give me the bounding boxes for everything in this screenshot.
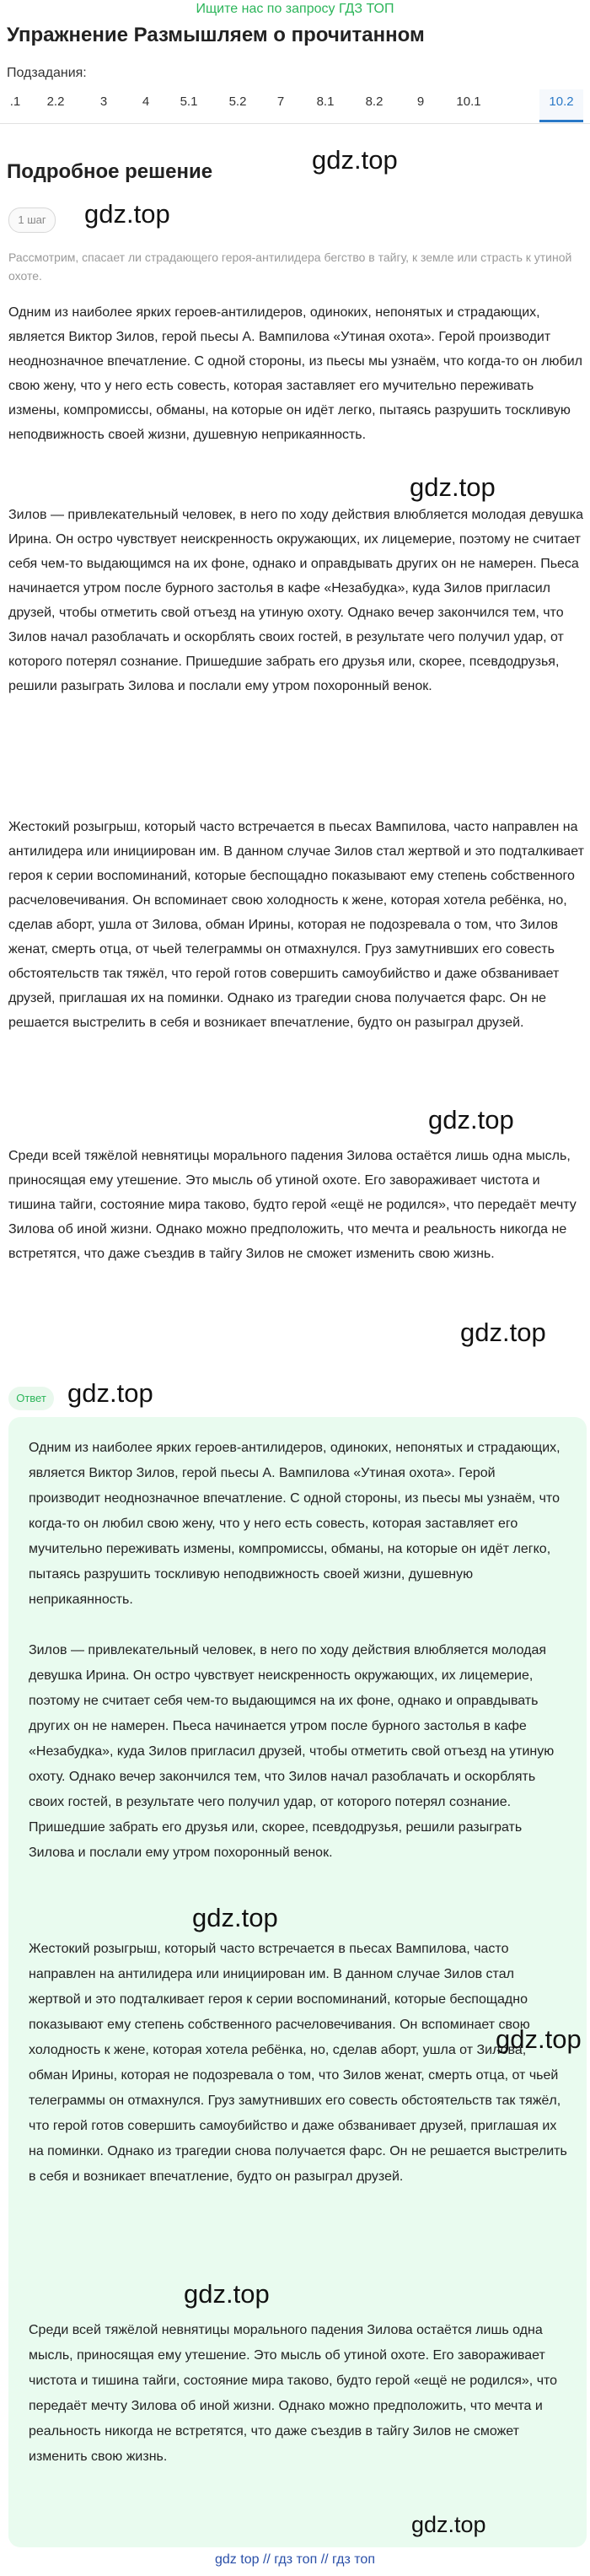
watermark: gdz.top <box>411 2512 486 2537</box>
tab-subtask-5-2[interactable]: 5.2 <box>228 94 247 109</box>
search-hint-link[interactable]: Ищите нас по запросу ГДЗ ТОП <box>196 2 394 16</box>
answer-paragraph: Одним из наиболее ярких героев-антилидеров, одиноких, непонятых и страдающих, является Виктор Зилов, герой пьесы А. Вампилова «Утиная охота». Герой производит неоднозначное впечатление. С одной стороны, из пьесы мы узнаём, что когда-то он любил свою жену, что у него есть совесть, которая заставляет его мучительно переживать измены, компромиссы, обманы, на которые он идёт легко, пытаясь разрушить тоскливую неподвижность своей жизни, душевную неприкаянность. <box>29 1441 560 1607</box>
tab-subtask-5-1[interactable]: 5.1 <box>180 94 198 109</box>
footer-link[interactable]: gdz top <box>215 2552 260 2567</box>
subtasks-label: Подзадания: <box>7 66 87 80</box>
answer-paragraph: Зилов — привлекательный человек, в него по ходу действия влюбляется молодая девушка Ирина. Он остро чувствует неискренность окружающих, их лицемерие, поэтому не считает себя чем-то выдающимся на их фоне, однако и оправдывать других он не намерен. Пьеса начинается утром после бурного застолья в кафе «Незабудка», куда Зилов пригласил друзей, чтобы отметить свой отъезд на утиную охоту. Однако вечер закончился тем, что Зилов начал разоблачать и оскорблять своих гостей, в результате чего получил удар, от которого потерял сознание. Пришедшие забрать его друзья или, скорее, псевдодрузья, решили разыграть Зилова и послали ему утром похоронный венок. <box>29 1643 555 1860</box>
watermark: gdz.top <box>496 2024 582 2054</box>
answer-badge: Ответ <box>8 1387 54 1410</box>
watermark: gdz.top <box>312 145 398 175</box>
tab-subtask-4[interactable]: 4 <box>142 94 150 109</box>
subtask-tabs <box>0 89 590 124</box>
page-title: Упражнение Размышляем о прочитанном <box>7 24 425 46</box>
step-badge: 1 шаг <box>8 207 56 233</box>
tab-subtask-1[interactable]: .1 <box>9 94 21 109</box>
answer-paragraph: Среди всей тяжёлой невнятицы морального падения Зилова остаётся лишь одна мысль, приносящая ему утешение. Это мысль об утиной охоте. Его завораживает чистота и тишина тайги, состояние мира таково, будто герой «ещё не родился», что передаёт мечту Зилова об иной жизни. Однако можно предположить, что мечта и реальность никогда не встретятся, что даже съездив в тайгу Зилов не сможет изменить свою жизнь. <box>29 2323 558 2464</box>
task-text: Рассмотрим, спасает ли страдающего героя-антилидера бегство в тайгу, к земле или страсть к утиной охоте. <box>8 251 572 283</box>
solution-paragraph: Зилов — привлекательный человек, в него по ходу действия влюбляется молодая девушка Ирина. Он остро чувствует неискренность окружающих, их лицемерие, поэтому не считает себя чем-то выдающимся на их фоне, однако и оправдывать других он не намерен. Пьеса начинается утром после бурного застолья в кафе «Незабудка», куда Зилов пригласил друзей, чтобы отметить свой отъезд на утиную охоту. Однако вечер закончился тем, что Зилов начал разоблачать и оскорблять своих гостей, в результате чего получил удар, от которого потерял сознание. Пришедшие забрать его друзья или, скорее, псевдодрузья, решили разыграть Зилова и послали ему утром похоронный венок. <box>8 508 583 693</box>
watermark: gdz.top <box>192 1903 278 1932</box>
tab-subtask-2-2[interactable]: 2.2 <box>46 94 65 109</box>
tab-subtask-3[interactable]: 3 <box>99 94 108 109</box>
tab-subtask-7[interactable]: 7 <box>276 94 285 109</box>
watermark: gdz.top <box>410 472 496 502</box>
watermark: gdz.top <box>460 1318 546 1347</box>
watermark: gdz.top <box>67 1378 153 1408</box>
watermark: gdz.top <box>428 1105 514 1134</box>
tab-subtask-9[interactable]: 9 <box>416 94 425 109</box>
footer-separator: // <box>320 2552 329 2567</box>
tab-subtask-8-2[interactable]: 8.2 <box>365 94 384 109</box>
solution-paragraph: Одним из наиболее ярких героев-антилидеров, одиноких, непонятых и страдающих, является Виктор Зилов, герой пьесы А. Вампилова «Утиная охота». Герой производит неоднозначное впечатление. С одной стороны, из пьесы мы узнаём, что когда-то он любил свою жену, что у него есть совесть, которая заставляет его мучительно переживать измены, компромиссы, обманы, на которые он идёт легко, пытаясь разрушить тоскливую неподвижность своей жизни, душевную неприкаянность. <box>8 305 582 442</box>
answer-paragraph: Жестокий розыгрыш, который часто встречается в пьесах Вампилова, часто направлен на антилидера или инициирован им. В данном случае Зилов стал жертвой и это подталкивает героя к серии воспоминаний, которые беспощадно показывают ему степень собственного расчеловечивания. Он вспоминает свою холодность к жене, которая хотела ребёнка, но, сделав аборт, ушла от Зилова, обман Ирины, которая не подозревала о том, что Зилов женат, смерть отца, от чьей телеграммы он отмахнулся. Груз замутнивших его совесть обстоятельств так тяжёл, что герой готов совершить самоубийство и даже обзванивает друзей, приглашая их на поминки. Однако из трагедии снова получается фарс. Он не решается выстрелить в себя и возникает впечатление, будто он разыграл друзей. <box>29 1942 567 2184</box>
footer-link[interactable]: гдз топ <box>274 2552 318 2567</box>
solution-paragraph: Среди всей тяжёлой невнятицы морального падения Зилова остаётся лишь одна мысль, приносящая ему утешение. Это мысль об утиной охоте. Его завораживает чистота и тишина тайги, состояние мира таково, будто герой «ещё не родился», что передаёт мечту Зилова об иной жизни. Однако можно предположить, что мечта и реальность никогда не встретятся, что даже съездив в тайгу Зилов не сможет изменить свою жизнь. <box>8 1149 577 1261</box>
solution-paragraph: Жестокий розыгрыш, который часто встречается в пьесах Вампилова, часто направлен на антилидера или инициирован им. В данном случае Зилов стал жертвой и это подталкивает героя к серии воспоминаний, которые беспощадно показывают ему степень собственного расчеловечивания. Он вспоминает свою холодность к жене, которая хотела ребёнка, но, сделав аборт, ушла от Зилова, обман Ирины, которая не подозревала о том, что Зилов женат, смерть отца, от чьей телеграммы он отмахнулся. Груз замутнивших его совесть обстоятельств так тяжёл, что герой готов совершить самоубийство и даже обзванивает друзей, приглашая их на поминки. Однако из трагедии снова получается фарс. Он не решается выстрелить в себя и возникает впечатление, будто он разыграл друзей. <box>8 820 584 1030</box>
footer-link[interactable]: гдз топ <box>332 2552 375 2567</box>
tab-subtask-8-1[interactable]: 8.1 <box>316 94 335 109</box>
footer-links <box>0 2552 590 2568</box>
tab-subtask-10-1[interactable]: 10.1 <box>456 94 481 109</box>
watermark: gdz.top <box>184 2279 270 2309</box>
footer-separator: // <box>262 2552 271 2567</box>
solution-heading: Подробное решение <box>7 160 213 183</box>
tab-subtask-10-2[interactable]: 10.2 <box>539 89 583 122</box>
watermark: gdz.top <box>84 199 170 229</box>
